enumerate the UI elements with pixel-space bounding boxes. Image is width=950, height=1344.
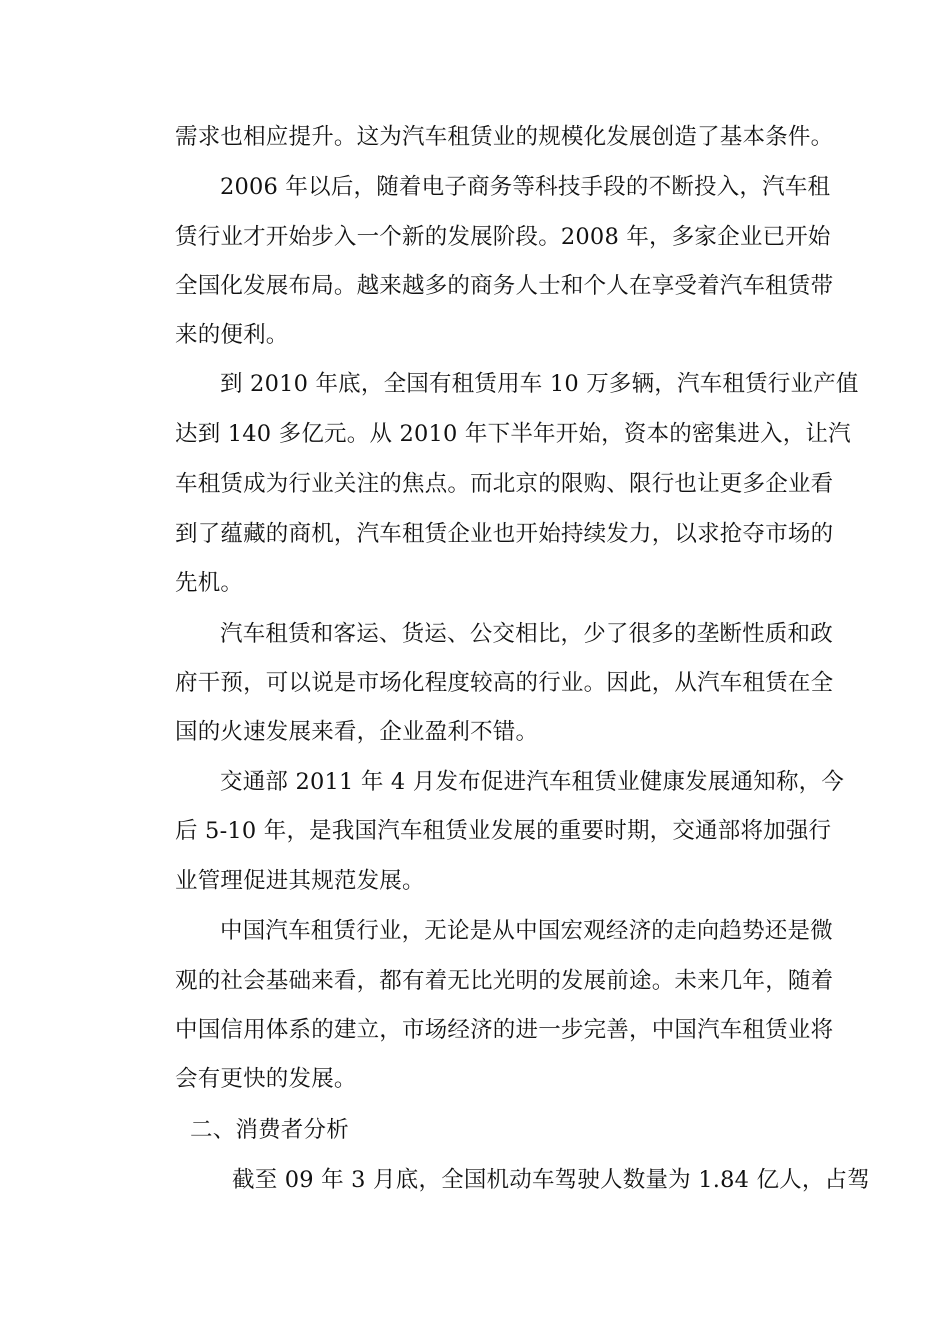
paragraph-first-line: 中国汽车租赁行业，无论是从中国宏观经济的走向趋势还是微 [220, 918, 833, 944]
text-line: 业管理促进其规范发展。 [175, 868, 425, 894]
text-line: 会有更快的发展。 [175, 1066, 357, 1092]
text-line: 来的便利。 [175, 322, 289, 348]
text-line: 国的火速发展来看，企业盈利不错。 [175, 719, 539, 745]
text-line: 观的社会基础来看，都有着无比光明的发展前途。未来几年，随着 [175, 968, 834, 994]
paragraph-first-line: 交通部 2011 年 4 月发布促进汽车租赁业健康发展通知称，今 [220, 769, 845, 795]
text-line: 府干预，可以说是市场化程度较高的行业。因此，从汽车租赁在全 [175, 670, 834, 696]
text-line: 车租赁成为行业关注的焦点。而北京的限购、限行也让更多企业看 [175, 471, 834, 497]
text-line: 全国化发展布局。越来越多的商务人士和个人在享受着汽车租赁带 [175, 273, 834, 299]
text-line: 后 5-10 年，是我国汽车租赁业发展的重要时期，交通部将加强行 [175, 818, 832, 844]
text-line: 中国信用体系的建立，市场经济的进一步完善，中国汽车租赁业将 [175, 1017, 834, 1043]
text-line: 到了蕴藏的商机，汽车租赁企业也开始持续发力，以求抢夺市场的 [175, 521, 834, 547]
text-line: 需求也相应提升。这为汽车租赁业的规模化发展创造了基本条件。 [175, 124, 834, 150]
section-heading: 二、消费者分析 [190, 1117, 349, 1143]
paragraph-first-line: 2006 年以后，随着电子商务等科技手段的不断投入，汽车租 [220, 174, 831, 200]
paragraph-first-line: 到 2010 年底，全国有租赁用车 10 万多辆，汽车租赁行业产值 [220, 371, 859, 397]
paragraph-first-line: 汽车租赁和客运、货运、公交相比，少了很多的垄断性质和政 [220, 621, 833, 647]
text-line: 先机。 [175, 570, 244, 596]
paragraph-first-line: 截至 09 年 3 月底，全国机动车驾驶人数量为 1.84 亿人，占驾 [232, 1167, 870, 1193]
text-line: 达到 140 多亿元。从 2010 年下半年开始，资本的密集进入，让汽 [175, 421, 851, 447]
text-line: 赁行业才开始步入一个新的发展阶段。2008 年，多家企业已开始 [175, 224, 831, 250]
